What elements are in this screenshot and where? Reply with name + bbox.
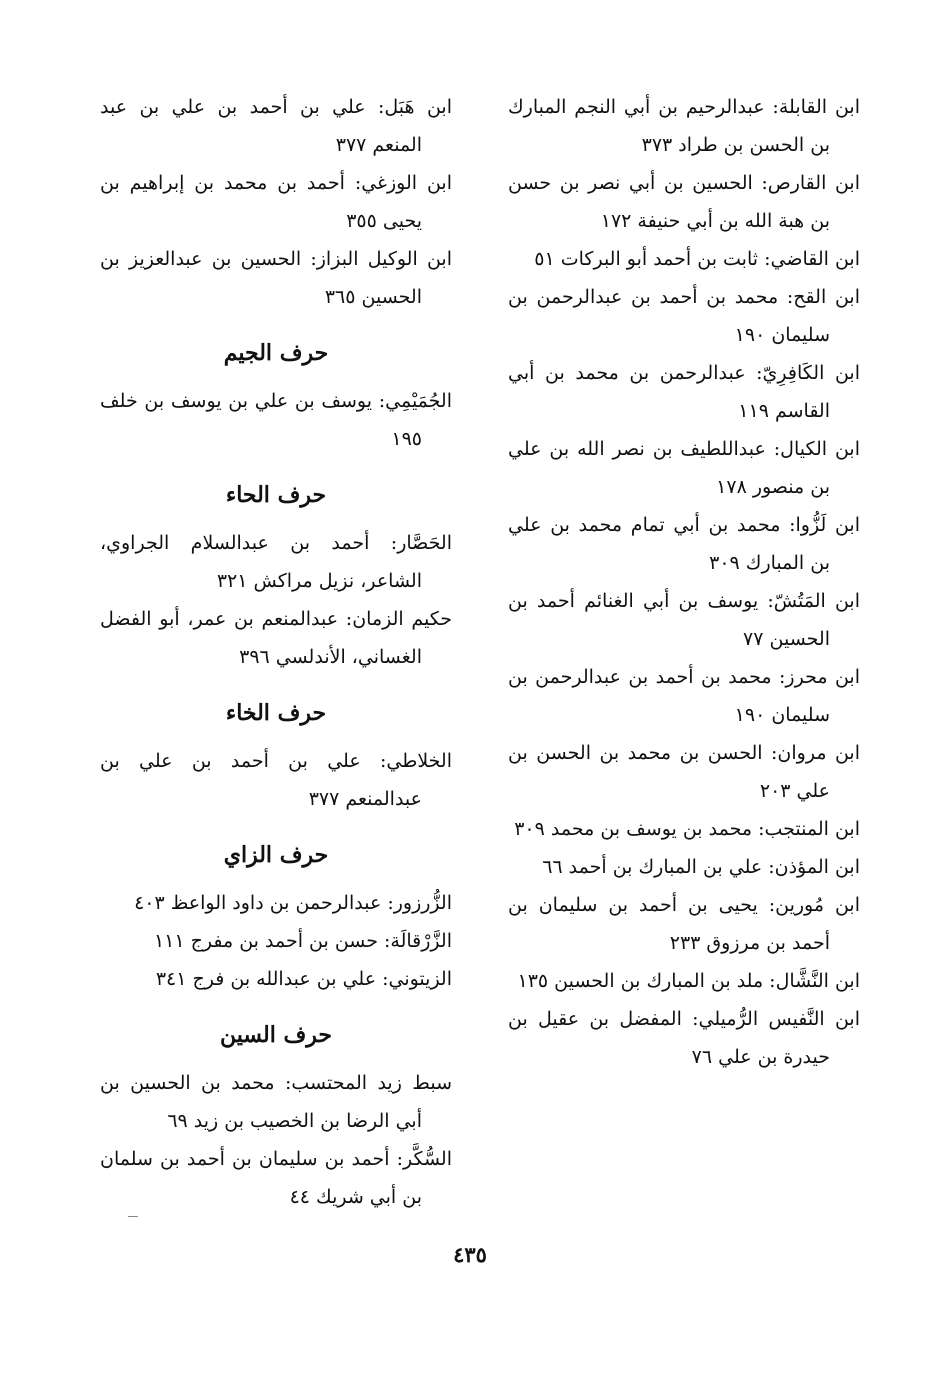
section-heading-sin: حرف السين xyxy=(219,1022,333,1048)
index-entry: ابن مُورين: يحيى بن أحمد بن سليمان بن أحمد بن مرزوق ٢٣٣ xyxy=(508,894,860,954)
index-entry: الزُّرزور: عبدالرحمن بن داود الواعظ ٤٠٣ xyxy=(134,892,452,914)
index-entry: ابن النَّفيس الرُّميلي: المفضل بن عقيل بن حيدرة بن علي ٧٦ xyxy=(508,1008,860,1068)
index-entry: السُّكَّر: أحمد بن سليمان بن أحمد بن سلمان بن أبي شريك ٤٤ xyxy=(100,1148,452,1208)
index-entry: ابن المؤذن: علي بن المبارك بن أحمد ٦٦ xyxy=(542,856,860,878)
index-entry: الحَصَّار: أحمد بن عبدالسلام الجراوي، الشاعر، نزيل مراكش ٣٢١ xyxy=(100,532,452,592)
left-column xyxy=(100,88,452,1216)
index-entry: ابن الوكيل البزاز: الحسين بن عبدالعزيز بن الحسين ٣٦٥ xyxy=(100,248,452,308)
index-entry: ابن القاضي: ثابت بن أحمد أبو البركات ٥١ xyxy=(534,248,860,270)
index-entry: حكيم الزمان: عبدالمنعم بن عمر، أبو الفضل الغساني، الأندلسي ٣٩٦ xyxy=(100,608,452,668)
index-entry: ابن مروان: الحسن بن محمد بن الحسن بن علي ٢٠٣ xyxy=(508,742,860,802)
page-number: ٤٣٥ xyxy=(453,1242,487,1267)
index-entry: ابن المَتُشّ: يوسف بن أبي الغنائم أحمد بن الحسين ٧٧ xyxy=(508,590,860,650)
index-entry: الزيتوني: علي بن عبدالله بن فرج ٣٤١ xyxy=(155,968,452,990)
index-entry: ابن القارص: الحسين بن أبي نصر بن حسن بن هبة الله بن أبي حنيفة ١٧٢ xyxy=(508,172,860,232)
section-heading-ha: حرف الحاء xyxy=(225,482,327,508)
index-entry: ابن الوزغي: أحمد بن محمد بن إبراهيم بن يحيى ٣٥٥ xyxy=(100,172,452,232)
index-entry: ابن هَبَل: علي بن أحمد بن علي بن عبد المنعم ٣٧٧ xyxy=(100,96,452,156)
index-entry: ابن محرز: محمد بن أحمد بن عبدالرحمن بن سليمان ١٩٠ xyxy=(508,666,860,726)
index-entry: ابن لَزُّوا: محمد بن أبي تمام محمد بن علي بن المبارك ٣٠٩ xyxy=(508,514,860,574)
index-entry: ابن القح: محمد بن أحمد بن عبدالرحمن بن سليمان ١٩٠ xyxy=(508,286,860,346)
index-entry: ابن الكيال: عبداللطيف بن نصر الله بن علي بن منصور ١٧٨ xyxy=(508,438,860,498)
index-entry: الخلاطي: علي بن أحمد بن علي بن عبدالمنعم ٣٧٧ xyxy=(100,750,452,810)
index-entry: ابن القابلة: عبدالرحيم بن أبي النجم المبارك بن الحسن بن طراد ٣٧٣ xyxy=(508,96,860,156)
index-entry: الزَّرْقالَة: حسن بن أحمد بن مفرج ١١١ xyxy=(153,930,452,952)
footnote-mark xyxy=(128,1216,138,1217)
index-entry: ابن النَّشَّال: ملد بن المبارك بن الحسين ١٣٥ xyxy=(517,970,860,992)
section-heading-zay: حرف الزاي xyxy=(223,842,329,868)
index-entry: سبط زيد المحتسب: محمد بن الحسين بن أبي الرضا بن الخصيب بن زيد ٦٩ xyxy=(100,1072,452,1132)
section-heading-jim: حرف الجيم xyxy=(223,340,329,366)
section-heading-kha: حرف الخاء xyxy=(225,700,327,726)
index-entry: الجُمَيْمِي: يوسف بن علي بن يوسف بن خلف ١٩٥ xyxy=(100,390,452,450)
right-column xyxy=(508,88,860,1076)
index-page xyxy=(100,88,860,1218)
index-entry: ابن الكَافِرِيّ: عبدالرحمن بن محمد بن أبي القاسم ١١٩ xyxy=(508,362,860,422)
index-entry: ابن المنتجب: محمد بن يوسف بن محمد ٣٠٩ xyxy=(514,818,860,840)
